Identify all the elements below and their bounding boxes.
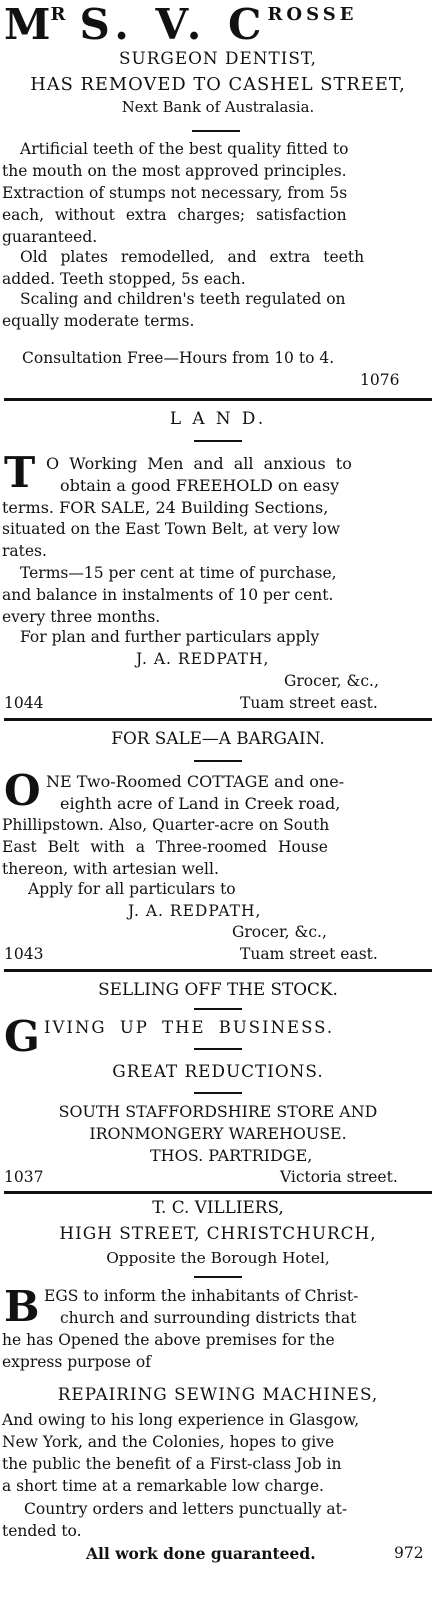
text-line: And owing to his long experience in Glasgow,: [2, 1411, 360, 1429]
divider: [194, 760, 242, 762]
text-line: the public the benefit of a First-class Job in: [2, 1455, 342, 1473]
ad-land-address: Tuam street east.: [240, 694, 378, 712]
ad-number: 1044: [4, 694, 44, 712]
ad-stock-store-line2: IRONMONGERY WAREHOUSE.: [89, 1124, 347, 1143]
ad-crosse-consult: Consultation Free—Hours from 10 to 4.: [22, 349, 335, 367]
text-line: church and surrounding districts that: [60, 1309, 357, 1327]
text-line: Scaling and children's teeth regulated on: [20, 290, 346, 308]
ad-villiers-guarantee: All work done guaranteed.: [86, 1544, 316, 1563]
text-line: For plan and further particulars apply: [20, 628, 320, 646]
ad-villiers-name: T. C. VILLIERS,: [152, 1197, 284, 1217]
ad-stock-store-line1: SOUTH STAFFORDSHIRE STORE AND: [58, 1102, 378, 1121]
ad-number: 1076: [360, 371, 400, 389]
text-line: thereon, with artesian well.: [2, 860, 219, 878]
text-line: the mouth on the most approved principles.: [2, 162, 347, 180]
text-line: Terms—15 per cent at time of purchase,: [20, 564, 337, 582]
ad-number: 972: [394, 1544, 424, 1562]
ad-crosse-removed: HAS REMOVED TO CASHEL STREET,: [30, 74, 406, 95]
text-line: added. Teeth stopped, 5s each.: [2, 270, 246, 288]
ad-bargain-address: Tuam street east.: [240, 945, 378, 963]
drop-cap: T: [4, 448, 36, 497]
ad-crosse-next-to: Next Bank of Australasia.: [121, 98, 315, 116]
ad-land-name: J. A. REDPATH,: [136, 650, 270, 668]
title-sup: R: [50, 4, 66, 25]
drop-cap: O: [4, 766, 41, 815]
section-divider: [4, 718, 432, 721]
divider: [192, 130, 240, 132]
text-line: Country orders and letters punctually at-: [24, 1500, 348, 1518]
text-line: Artificial teeth of the best quality fitted to: [20, 140, 349, 158]
ad-crosse-title: [4, 0, 358, 49]
ad-number: 1037: [4, 1168, 44, 1186]
text-line: every three months.: [2, 608, 161, 626]
text-line: O Working Men and all anxious to: [46, 454, 352, 473]
ad-villiers-street: HIGH STREET, CHRISTCHURCH,: [59, 1223, 377, 1243]
divider: [194, 440, 242, 442]
ad-land-grocer: Grocer, &c.,: [284, 672, 379, 690]
text-line: East Belt with a Three-roomed House: [2, 838, 328, 856]
drop-cap: G: [4, 1012, 40, 1061]
text-line: New York, and the Colonies, hopes to give: [2, 1433, 335, 1451]
section-divider: [4, 398, 432, 401]
section-divider: [4, 1191, 432, 1194]
ad-bargain-grocer: Grocer, &c.,: [232, 923, 327, 941]
text-line: equally moderate terms.: [2, 312, 195, 330]
ad-stock-address: Victoria street.: [280, 1168, 398, 1186]
text-line: he has Opened the above premises for the: [2, 1331, 335, 1349]
text-line: terms. FOR SALE, 24 Building Sections,: [2, 498, 329, 517]
text-line: EGS to inform the inhabitants of Christ-: [44, 1287, 359, 1305]
text-line: and balance in instalments of 10 per cent.: [2, 586, 334, 604]
ad-villiers-repairing: REPAIRING SEWING MACHINES,: [57, 1384, 379, 1404]
text-line: express purpose of: [2, 1353, 151, 1371]
text-line: a short time at a remarkable low charge.: [2, 1477, 324, 1495]
ad-land-heading: L A N D.: [169, 408, 267, 428]
text-line: NE Two-Roomed COTTAGE and one-: [46, 772, 345, 791]
text-line: tended to.: [2, 1522, 82, 1540]
divider: [194, 1008, 242, 1010]
ad-stock-giving: IVING UP THE BUSINESS.: [44, 1018, 335, 1037]
ad-bargain-name: J. A. REDPATH,: [128, 902, 262, 920]
text-line: rates.: [2, 542, 47, 560]
text-line: Extraction of stumps not necessary, from 5s: [2, 184, 348, 202]
text-line: Phillipstown. Also, Quarter-acre on South: [2, 816, 330, 834]
divider: [194, 1048, 242, 1050]
text-line: eighth acre of Land in Creek road,: [60, 794, 341, 813]
ad-bargain-heading: FOR SALE—A BARGAIN.: [111, 728, 325, 748]
ad-stock-reductions: GREAT REDUCTIONS.: [112, 1061, 324, 1081]
text-line: situated on the East Town Belt, at very low: [2, 520, 341, 538]
ad-number: 1043: [4, 945, 44, 963]
divider: [194, 1276, 242, 1278]
drop-cap: B: [4, 1282, 40, 1331]
text-line: Apply for all particulars to: [28, 880, 236, 898]
ad-villiers-opposite: Opposite the Borough Hotel,: [106, 1249, 330, 1267]
text-line: each, without extra charges; satisfaction: [2, 206, 347, 224]
text-line: obtain a good FREEHOLD on easy: [60, 476, 340, 495]
title-m: M: [4, 0, 51, 49]
ad-crosse-profession: SURGEON DENTIST,: [119, 48, 317, 68]
section-divider: [4, 969, 432, 972]
title-rest: ROSSE: [267, 4, 358, 25]
title-main: S. V. C: [79, 0, 268, 49]
text-line: guaranteed.: [2, 228, 98, 246]
ad-stock-heading: SELLING OFF THE STOCK.: [98, 979, 338, 999]
text-line: Old plates remodelled, and extra teeth: [20, 248, 365, 266]
divider: [194, 1092, 242, 1094]
ad-stock-owner: THOS. PARTRIDGE,: [150, 1146, 313, 1165]
